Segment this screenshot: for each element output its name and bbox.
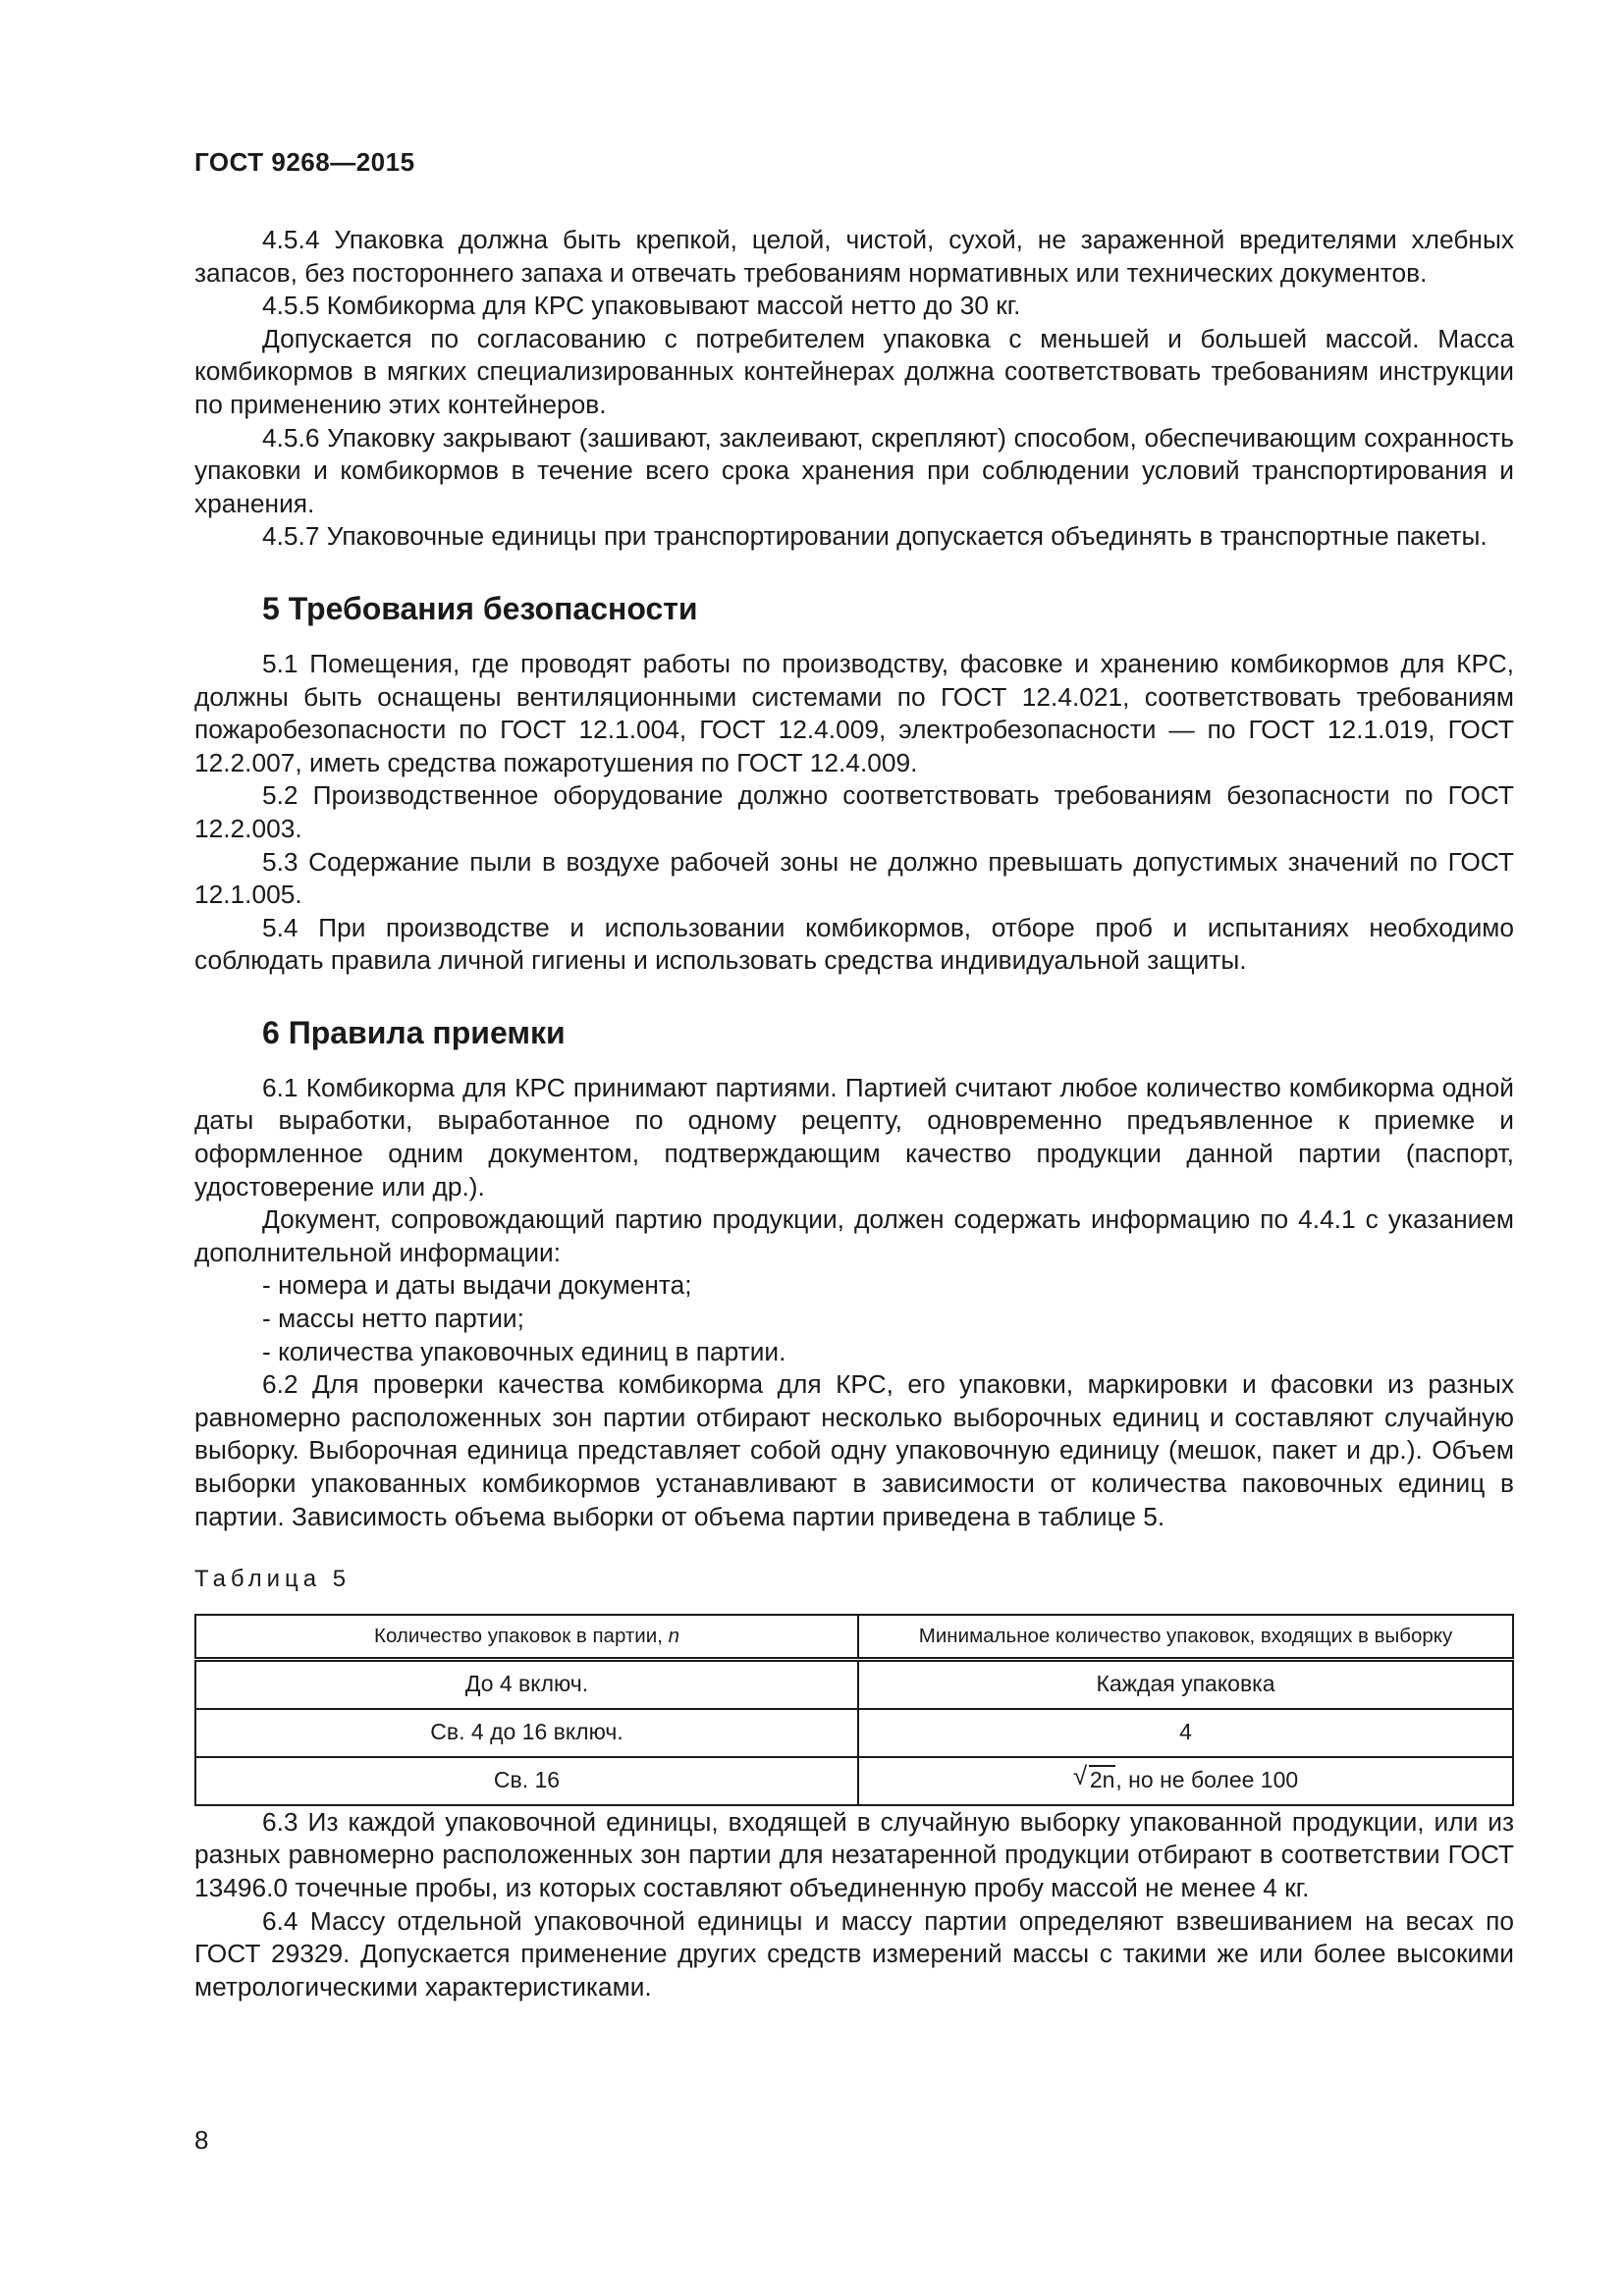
table-header-row [195,1615,1513,1660]
paragraph-5-3: 5.3 Содержание пыли в воздухе рабочей зоны не должно превышать допустимых значений по ГОСТ 12.1.005. [194,846,1514,910]
table-cell: Св. 16 [195,1757,858,1805]
table-row [195,1757,1513,1805]
sqrt-radicand: 2n [1089,1767,1115,1793]
paragraph-5-1: 5.1 Помещения, где проводят работы по производству, фасовке и хранению комбикормов для КРС, должны быть оснащены вентиляционными системами по ГОСТ 12.4.021, соответствовать требованиям пожаробезопасности по ГОСТ 12.1.004, ГОСТ 12.4.009, электробезопасности — по ГОСТ 12.1.019, ГОСТ 12.2.007, иметь средства пожаротушения по ГОСТ 12.4.009. [194,648,1514,777]
table-cell: 4 [858,1709,1513,1757]
table-caption: Таблица 5 [194,1566,352,1593]
paragraph-6-2: 6.2 Для проверки качества комбикорма для КРС, его упаковки, маркировки и фасовки из разных равномерно расположенных зон партии отбирают несколько выборочных единиц и составляют случайную выборку. Выборочная единица представляет собой одну упаковочную единицу (мешок, пакет и др.). Объем выборки упакованных комбикормов устанавливают в зависимости от количества паковочных единиц в партии. Зависимость объема выборки от объема партии приведена в таблице 5. [194,1369,1514,1531]
paragraph-6-1-doc: Документ, сопровождающий партию продукции, должен содержать информацию по 4.4.1 с указанием дополнительной информации: [194,1204,1514,1267]
header-text: Количество упаковок в партии, [374,1624,669,1647]
section-6-title: 6 Правила приемки [262,1014,566,1050]
header-variable: n [668,1624,679,1647]
paragraph-4-5-6: 4.5.6 Упаковку закрывают (зашивают, заклеивают, скрепляют) способом, обеспечивающим сохранность упаковки и комбикормов в течение всего срока хранения при соблюдении условий транспортирования и хранения. [194,422,1514,518]
paragraph-4-5-5: 4.5.5 Комбикорма для КРС упаковывают массой нетто до 30 кг. [262,291,1021,321]
table-cell: Каждая упаковка [858,1659,1513,1709]
document-body [194,224,1514,2003]
table-header-cell [195,1615,858,1660]
table-cell: Св. 4 до 16 включ. [195,1709,858,1757]
list-item: - количества упаковочных единиц в партии. [262,1336,786,1366]
paragraph-5-4: 5.4 При производстве и использовании комбикормов, отборе проб и испытаниях необходимо соблюдать правила личной гигиены и использовать средства индивидуальной защиты. [194,912,1514,976]
paragraph-6-3: 6.3 Из каждой упаковочной единицы, входящей в случайную выборку упакованной продукции, или из разных равномерно расположенных зон партии для незатаренной продукции отбирают в соответствии ГОСТ 13496.0 точечные пробы, из которых составляют объединенную пробу массой не менее 4 кг. [194,1806,1514,1902]
paragraph-6-4: 6.4 Массу отдельной упаковочной единицы и массу партии определяют взвешиванием на весах по ГОСТ 29329. Допускается применение других средств измерений массы с такими же или более высокими метрологическими характеристиками. [194,1905,1514,2002]
list-item: - массы нетто партии; [262,1304,524,1334]
section-5-title: 5 Требования безопасности [262,590,698,626]
paragraph-5-2: 5.2 Производственное оборудование должно соответствовать требованиям безопасности по ГОСТ 12.2.003. [194,780,1514,843]
list-item: - номера и даты выдачи документа; [262,1270,692,1301]
table-header-cell: Минимальное количество упаковок, входящих в выборку [858,1615,1513,1660]
table-cell: До 4 включ. [195,1659,858,1709]
document-header: ГОСТ 9268—2015 [194,147,415,177]
cell-text: , но не более 100 [1115,1767,1299,1793]
page-number: 8 [194,2125,209,2155]
table-row [195,1659,1513,1709]
paragraph-4-5-4: 4.5.4 Упаковка должна быть крепкой, целой, чистой, сухой, не зараженной вредителями хлебных запасов, без постороннего запаха и отвечать требованиям нормативных или технических документов. [194,225,1514,288]
square-root-symbol: √ 2n [1072,1761,1115,1793]
paragraph-4-5-5-note: Допускается по согласованию с потребителем упаковка с меньшей и большей массой. Масса комбикормов в мягких специализированных контейнерах должна соответствовать требованиям инструкции по применению этих контейнеров. [194,323,1514,419]
paragraph-6-1: 6.1 Комбикорма для КРС принимают партиями. Партией считают любое количество комбикорма одной даты выработки, выработанное по одному рецепту, одновременно предъявленное к приемке и оформленное одним документом, подтверждающим качество продукции данной партии (паспорт, удостоверение или др.). [194,1072,1514,1201]
table-5 [194,1614,1514,1806]
table-row [195,1709,1513,1757]
table-cell [858,1757,1513,1805]
paragraph-4-5-7: 4.5.7 Упаковочные единицы при транспортировании допускается объединять в транспортные пакеты. [262,521,1488,552]
